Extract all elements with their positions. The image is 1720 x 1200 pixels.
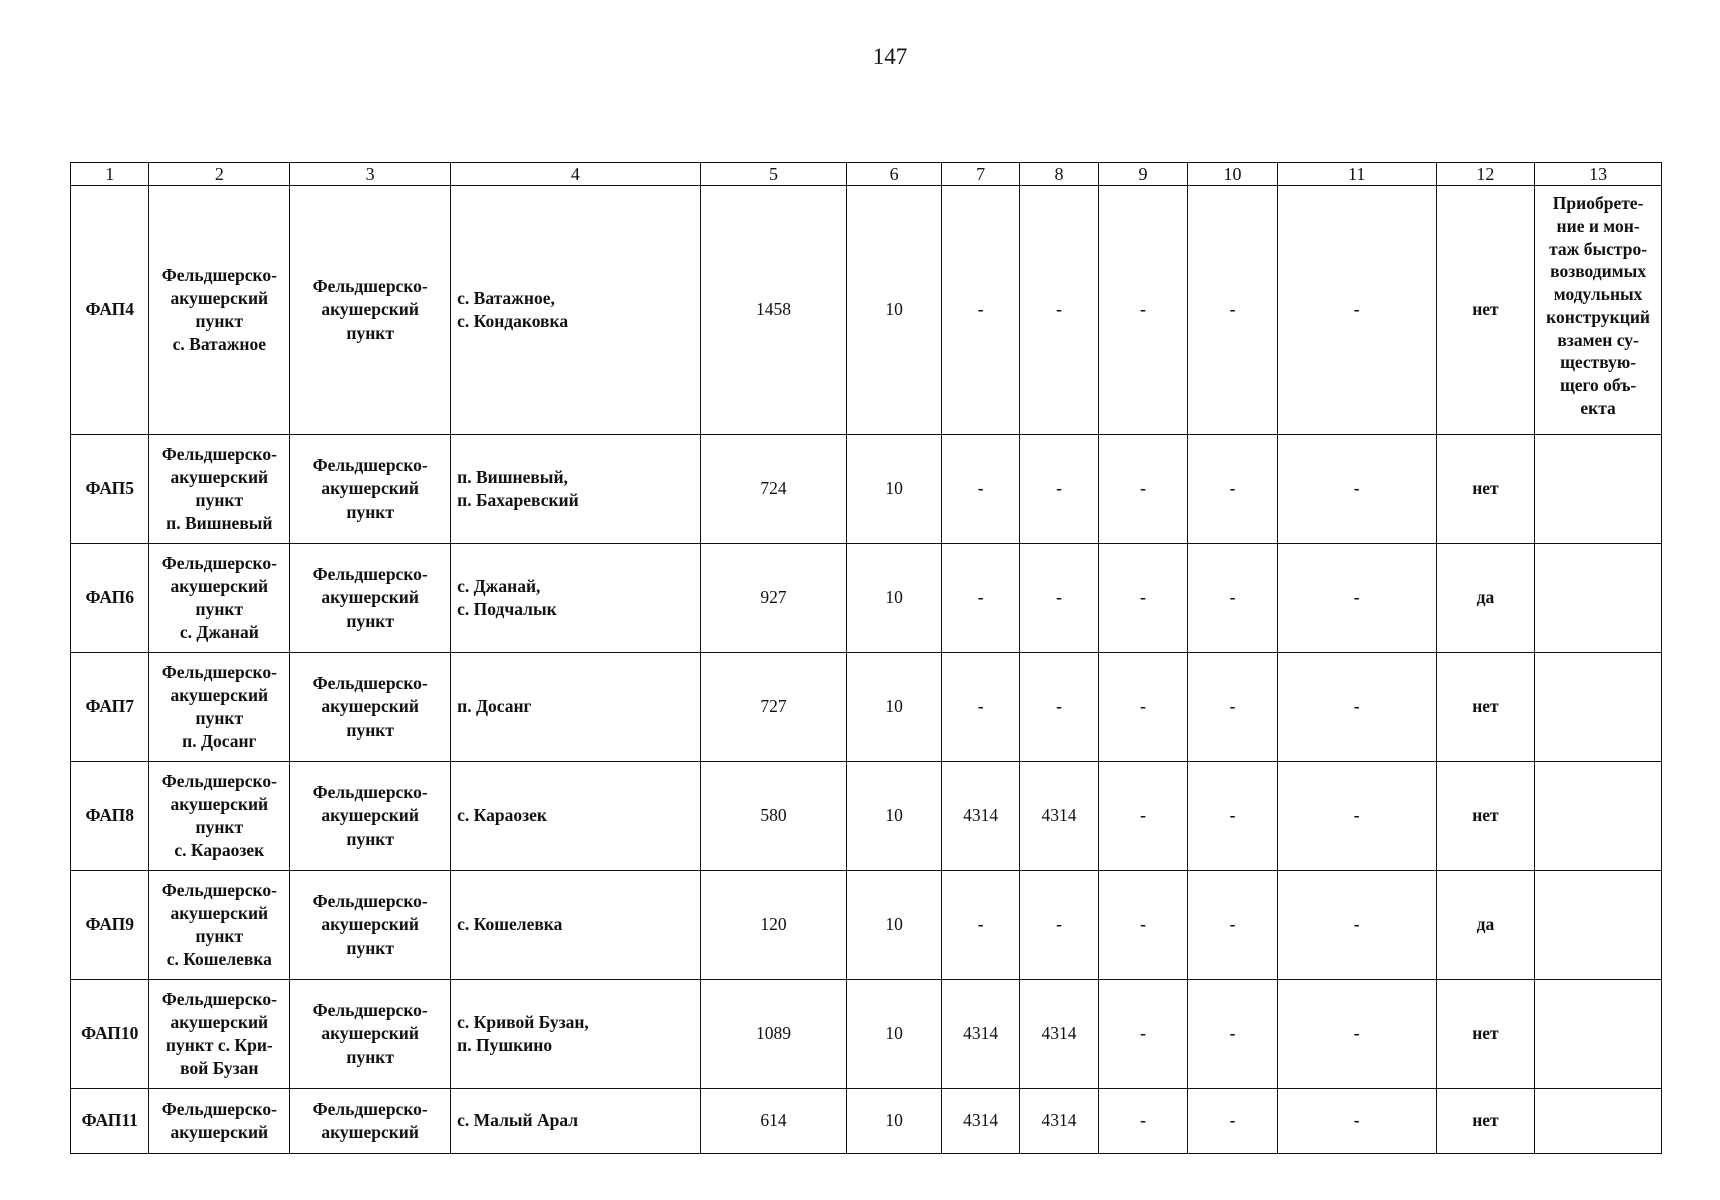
column-header: 9 xyxy=(1098,163,1188,186)
locations-cell: с. Караозек xyxy=(451,762,700,871)
col12-cell: нет xyxy=(1436,435,1535,544)
col10-cell: - xyxy=(1188,544,1278,653)
col5-cell: 727 xyxy=(700,653,847,762)
table-row xyxy=(71,871,1662,980)
locations-cell: п. Досанг xyxy=(451,653,700,762)
locations-cell: с. Малый Арал xyxy=(451,1089,700,1154)
col6-cell: 10 xyxy=(847,544,942,653)
col5-cell: 120 xyxy=(700,871,847,980)
col6-cell: 10 xyxy=(847,186,942,435)
header-row xyxy=(71,163,1662,186)
col10-cell: - xyxy=(1188,980,1278,1089)
facilities-table xyxy=(70,162,1662,1154)
col9-cell: - xyxy=(1098,762,1188,871)
facility-name-cell: Фельдшерско- акушерский xyxy=(149,1089,290,1154)
facility-name-cell: Фельдшерско- акушерский пункт с. Кри- вой Бузан xyxy=(149,980,290,1089)
facility-code-cell: ФАП7 xyxy=(71,653,149,762)
note-cell xyxy=(1535,980,1662,1089)
facility-code-cell: ФАП10 xyxy=(71,980,149,1089)
facility-code-cell: ФАП8 xyxy=(71,762,149,871)
locations-cell: с. Кривой Бузан, п. Пушкино xyxy=(451,980,700,1089)
facility-type-cell: Фельдшерско- акушерский пункт xyxy=(290,653,451,762)
table-row xyxy=(71,1089,1662,1154)
col12-cell: да xyxy=(1436,871,1535,980)
facility-type-cell: Фельдшерско- акушерский пункт xyxy=(290,544,451,653)
table-row xyxy=(71,762,1662,871)
col11-cell: - xyxy=(1277,544,1436,653)
facility-type-cell: Фельдшерско- акушерский пункт xyxy=(290,871,451,980)
facility-type-cell: Фельдшерско- акушерский пункт xyxy=(290,435,451,544)
col6-cell: 10 xyxy=(847,1089,942,1154)
table-row xyxy=(71,435,1662,544)
column-header: 10 xyxy=(1188,163,1278,186)
col12-cell: нет xyxy=(1436,186,1535,435)
col8-cell: 4314 xyxy=(1020,762,1098,871)
column-header: 7 xyxy=(941,163,1019,186)
col10-cell: - xyxy=(1188,435,1278,544)
note-cell xyxy=(1535,653,1662,762)
facility-name-cell: Фельдшерско- акушерский пункт с. Караозек xyxy=(149,762,290,871)
column-header: 13 xyxy=(1535,163,1662,186)
col6-cell: 10 xyxy=(847,871,942,980)
col9-cell: - xyxy=(1098,980,1188,1089)
column-header: 1 xyxy=(71,163,149,186)
col12-cell: нет xyxy=(1436,653,1535,762)
col7-cell: 4314 xyxy=(941,1089,1019,1154)
col9-cell: - xyxy=(1098,871,1188,980)
col6-cell: 10 xyxy=(847,653,942,762)
facility-name-cell: Фельдшерско- акушерский пункт с. Ватажное xyxy=(149,186,290,435)
col6-cell: 10 xyxy=(847,435,942,544)
col5-cell: 1089 xyxy=(700,980,847,1089)
column-header: 3 xyxy=(290,163,451,186)
note-cell xyxy=(1535,762,1662,871)
note-cell xyxy=(1535,544,1662,653)
col11-cell: - xyxy=(1277,980,1436,1089)
table-row xyxy=(71,186,1662,435)
facility-name-cell: Фельдшерско- акушерский пункт п. Вишневый xyxy=(149,435,290,544)
col11-cell: - xyxy=(1277,762,1436,871)
col5-cell: 724 xyxy=(700,435,847,544)
column-header: 2 xyxy=(149,163,290,186)
col11-cell: - xyxy=(1277,653,1436,762)
facility-type-cell: Фельдшерско- акушерский xyxy=(290,1089,451,1154)
col10-cell: - xyxy=(1188,871,1278,980)
col10-cell: - xyxy=(1188,762,1278,871)
col8-cell: - xyxy=(1020,435,1098,544)
col7-cell: - xyxy=(941,435,1019,544)
facility-type-cell: Фельдшерско- акушерский пункт xyxy=(290,762,451,871)
col12-cell: да xyxy=(1436,544,1535,653)
column-header: 6 xyxy=(847,163,942,186)
note-cell xyxy=(1535,435,1662,544)
facility-name-cell: Фельдшерско- акушерский пункт с. Кошелевка xyxy=(149,871,290,980)
column-header: 4 xyxy=(451,163,700,186)
col9-cell: - xyxy=(1098,1089,1188,1154)
facility-code-cell: ФАП4 xyxy=(71,186,149,435)
col8-cell: - xyxy=(1020,871,1098,980)
col7-cell: - xyxy=(941,653,1019,762)
col12-cell: нет xyxy=(1436,1089,1535,1154)
col5-cell: 580 xyxy=(700,762,847,871)
col5-cell: 614 xyxy=(700,1089,847,1154)
facility-name-cell: Фельдшерско- акушерский пункт с. Джанай xyxy=(149,544,290,653)
note-cell xyxy=(1535,871,1662,980)
col11-cell: - xyxy=(1277,871,1436,980)
col9-cell: - xyxy=(1098,653,1188,762)
col12-cell: нет xyxy=(1436,762,1535,871)
col10-cell: - xyxy=(1188,186,1278,435)
page-number: 147 xyxy=(872,44,908,69)
col7-cell: - xyxy=(941,186,1019,435)
column-header: 11 xyxy=(1277,163,1436,186)
col11-cell: - xyxy=(1277,1089,1436,1154)
col9-cell: - xyxy=(1098,544,1188,653)
col7-cell: 4314 xyxy=(941,980,1019,1089)
note-cell: Приобрете- ние и мон- таж быстро- возводимых модульных конструкций взамен су- ществую- щего объ- екта xyxy=(1535,186,1662,435)
col7-cell: 4314 xyxy=(941,762,1019,871)
col8-cell: - xyxy=(1020,653,1098,762)
col7-cell: - xyxy=(941,544,1019,653)
col10-cell: - xyxy=(1188,653,1278,762)
table-row xyxy=(71,653,1662,762)
column-header: 12 xyxy=(1436,163,1535,186)
col8-cell: - xyxy=(1020,186,1098,435)
table-header xyxy=(71,163,1662,186)
column-header: 8 xyxy=(1020,163,1098,186)
col8-cell: 4314 xyxy=(1020,980,1098,1089)
col5-cell: 927 xyxy=(700,544,847,653)
facility-code-cell: ФАП11 xyxy=(71,1089,149,1154)
locations-cell: с. Ватажное, с. Кондаковка xyxy=(451,186,700,435)
locations-cell: с. Джанай, с. Подчалык xyxy=(451,544,700,653)
locations-cell: с. Кошелевка xyxy=(451,871,700,980)
col11-cell: - xyxy=(1277,435,1436,544)
facility-name-cell: Фельдшерско- акушерский пункт п. Досанг xyxy=(149,653,290,762)
table-row xyxy=(71,980,1662,1089)
col9-cell: - xyxy=(1098,186,1188,435)
facility-type-cell: Фельдшерско- акушерский пункт xyxy=(290,186,451,435)
table-body xyxy=(71,186,1662,1154)
col7-cell: - xyxy=(941,871,1019,980)
note-cell xyxy=(1535,1089,1662,1154)
col11-cell: - xyxy=(1277,186,1436,435)
col12-cell: нет xyxy=(1436,980,1535,1089)
facility-type-cell: Фельдшерско- акушерский пункт xyxy=(290,980,451,1089)
col10-cell: - xyxy=(1188,1089,1278,1154)
col5-cell: 1458 xyxy=(700,186,847,435)
locations-cell: п. Вишневый, п. Бахаревский xyxy=(451,435,700,544)
col8-cell: - xyxy=(1020,544,1098,653)
col6-cell: 10 xyxy=(847,762,942,871)
facility-code-cell: ФАП9 xyxy=(71,871,149,980)
facility-code-cell: ФАП5 xyxy=(71,435,149,544)
col6-cell: 10 xyxy=(847,980,942,1089)
col8-cell: 4314 xyxy=(1020,1089,1098,1154)
column-header: 5 xyxy=(700,163,847,186)
table-row xyxy=(71,544,1662,653)
col9-cell: - xyxy=(1098,435,1188,544)
facility-code-cell: ФАП6 xyxy=(71,544,149,653)
